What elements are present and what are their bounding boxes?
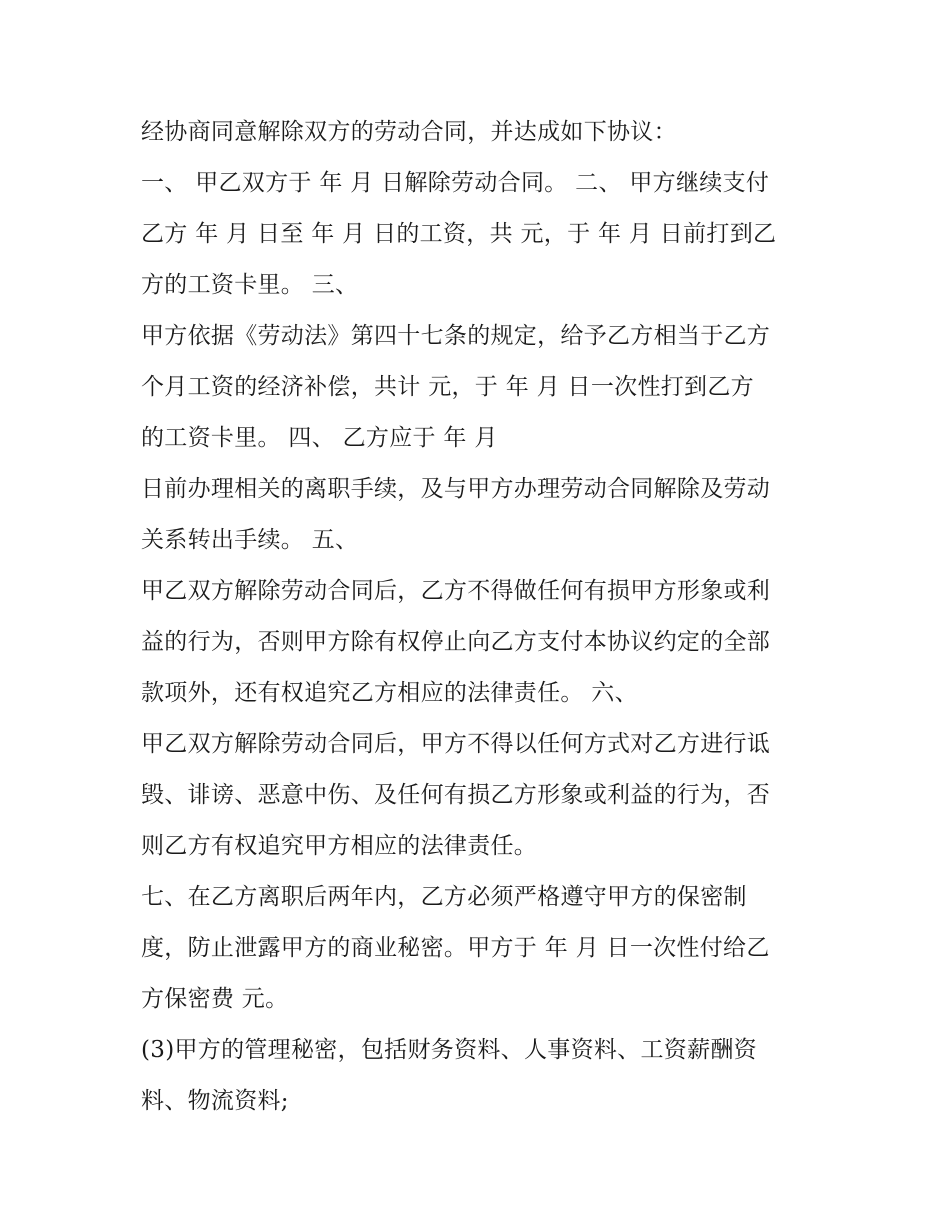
text-line: 益的行为，否则甲方除有权停止向乙方支付本协议约定的全部 [141, 629, 771, 655]
text-line: 的工资卡里。 四、 乙方应于 年 月 [141, 425, 498, 451]
text-line: 七、在乙方离职后两年内，乙方必须严格遵守甲方的保密制 [141, 884, 747, 910]
text-line: 关系转出手续。 五、 [141, 527, 359, 553]
text-line: 经协商同意解除双方的劳动合同，并达成如下协议： [141, 119, 677, 145]
text-line: 款项外，还有权追究乙方相应的法律责任。 六、 [141, 680, 638, 706]
text-line: 乙方 年 月 日至 年 月 日的工资，共 元，于 年 月 日前打到乙 [141, 221, 777, 247]
text-line: 料、物流资料; [141, 1088, 289, 1114]
text-line: 甲方依据《劳动法》第四十七条的规定，给予乙方相当于乙方 [141, 323, 771, 349]
text-line: 甲乙双方解除劳动合同后，乙方不得做任何有损甲方形象或利 [141, 578, 771, 604]
text-line: 一、 甲乙双方于 年 月 日解除劳动合同。 二、 甲方继续支付 [141, 170, 770, 196]
text-line: 则乙方有权追究甲方相应的法律责任。 [141, 833, 538, 859]
text-line: 方保密费 元。 [141, 986, 289, 1012]
text-line: 方的工资卡里。 三、 [141, 272, 359, 298]
text-line: 个月工资的经济补偿，共计 元，于 年 月 日一次性打到乙方 [141, 374, 754, 400]
text-line: 毁、诽谤、恶意中伤、及任何有损乙方形象或利益的行为，否 [141, 782, 771, 808]
text-line: 度，防止泄露甲方的商业秘密。甲方于 年 月 日一次性付给乙 [141, 935, 770, 961]
text-line: 日前办理相关的离职手续，及与甲方办理劳动合同解除及劳动 [141, 476, 771, 502]
text-line: (3)甲方的管理秘密，包括财务资料、人事资料、工资薪酬资 [141, 1037, 757, 1063]
text-line: 甲乙双方解除劳动合同后，甲方不得以任何方式对乙方进行诋 [141, 731, 771, 757]
document-body [141, 107, 821, 1127]
